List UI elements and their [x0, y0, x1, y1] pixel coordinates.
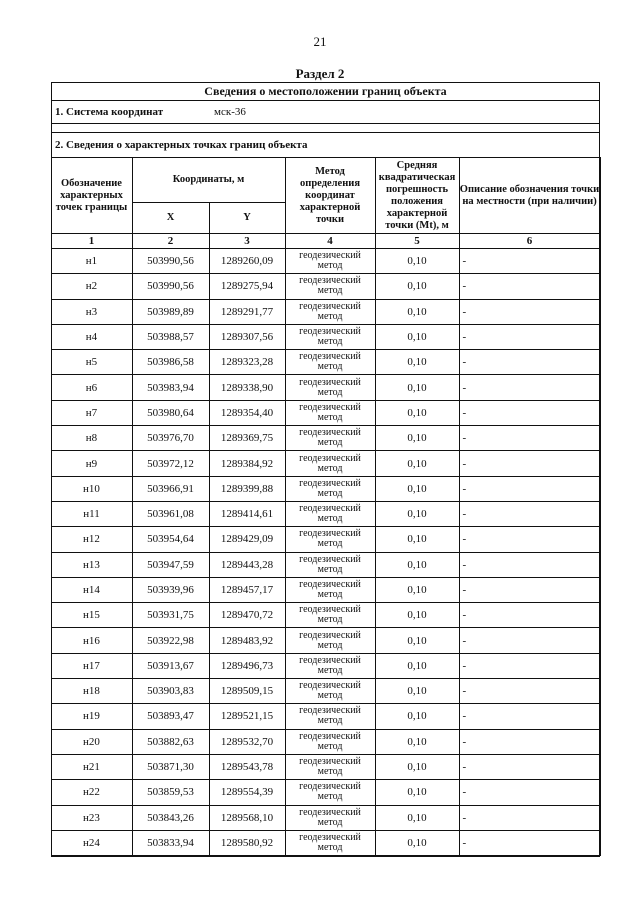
y-coordinate: 1289509,15	[209, 679, 285, 704]
y-coordinate: 1289568,10	[209, 805, 285, 830]
table-row	[51, 324, 600, 349]
x-coordinate: 503954,64	[132, 527, 209, 552]
accuracy-mt: 0,10	[375, 426, 459, 451]
x-coordinate: 503939,96	[132, 577, 209, 602]
x-coordinate: 503989,89	[132, 299, 209, 324]
header-row	[51, 158, 600, 203]
method: геодезический метод	[285, 350, 375, 375]
y-coordinate: 1289483,92	[209, 628, 285, 653]
method: геодезический метод	[285, 704, 375, 729]
x-coordinate: 503843,26	[132, 805, 209, 830]
point-id: н9	[51, 451, 132, 476]
point-id: н6	[51, 375, 132, 400]
table-row	[51, 274, 600, 299]
y-coordinate: 1289399,88	[209, 476, 285, 501]
point-id: н23	[51, 805, 132, 830]
point-id: н15	[51, 603, 132, 628]
boundary-info-frame	[51, 82, 600, 857]
point-description: -	[459, 324, 600, 349]
x-coordinate: 503871,30	[132, 754, 209, 779]
coord-system-value: мск-36	[214, 106, 246, 118]
x-coordinate: 503859,53	[132, 780, 209, 805]
points-table	[51, 157, 601, 856]
point-description: -	[459, 350, 600, 375]
description-header: Описание обозначения точки на местности (при наличии)	[459, 158, 600, 234]
accuracy-mt: 0,10	[375, 679, 459, 704]
accuracy-mt: 0,10	[375, 577, 459, 602]
method: геодезический метод	[285, 754, 375, 779]
accuracy-mt: 0,10	[375, 603, 459, 628]
y-coordinate: 1289307,56	[209, 324, 285, 349]
method: геодезический метод	[285, 501, 375, 526]
table-row	[51, 426, 600, 451]
point-description: -	[459, 426, 600, 451]
x-coordinate: 503976,70	[132, 426, 209, 451]
y-coordinate: 1289323,28	[209, 350, 285, 375]
method: геодезический метод	[285, 729, 375, 754]
y-coordinate: 1289414,61	[209, 501, 285, 526]
point-id: н17	[51, 653, 132, 678]
method: геодезический метод	[285, 375, 375, 400]
coord-system-label: 1. Система координат	[55, 106, 164, 118]
y-coordinate: 1289470,72	[209, 603, 285, 628]
point-description: -	[459, 552, 600, 577]
col-number: 5	[375, 234, 459, 249]
point-description: -	[459, 754, 600, 779]
table-row	[51, 527, 600, 552]
accuracy-mt: 0,10	[375, 299, 459, 324]
point-id: н11	[51, 501, 132, 526]
y-coordinate: 1289554,39	[209, 780, 285, 805]
table-row	[51, 653, 600, 678]
x-coordinate: 503922,98	[132, 628, 209, 653]
method: геодезический метод	[285, 628, 375, 653]
x-coordinate: 503988,57	[132, 324, 209, 349]
table-row	[51, 729, 600, 754]
y-coordinate: 1289443,28	[209, 552, 285, 577]
y-coordinate: 1289532,70	[209, 729, 285, 754]
point-id: н3	[51, 299, 132, 324]
point-description: -	[459, 805, 600, 830]
table-row	[51, 249, 600, 274]
point-description: -	[459, 249, 600, 274]
method: геодезический метод	[285, 577, 375, 602]
x-coordinate: 503882,63	[132, 729, 209, 754]
point-id: н13	[51, 552, 132, 577]
method: геодезический метод	[285, 552, 375, 577]
points-section-title: 2. Сведения о характерных точках границ объекта	[55, 139, 308, 151]
accuracy-mt: 0,10	[375, 704, 459, 729]
x-coordinate: 503947,59	[132, 552, 209, 577]
x-coordinate: 503986,58	[132, 350, 209, 375]
x-coordinate: 503833,94	[132, 830, 209, 855]
point-description: -	[459, 501, 600, 526]
column-numbers-row	[51, 234, 600, 249]
x-coordinate: 503961,08	[132, 501, 209, 526]
point-description: -	[459, 679, 600, 704]
point-description: -	[459, 527, 600, 552]
table-row	[51, 805, 600, 830]
table-row	[51, 476, 600, 501]
accuracy-mt: 0,10	[375, 476, 459, 501]
y-coordinate: 1289429,09	[209, 527, 285, 552]
method: геодезический метод	[285, 476, 375, 501]
accuracy-mt: 0,10	[375, 780, 459, 805]
coord-system-row	[52, 101, 599, 124]
accuracy-mt: 0,10	[375, 274, 459, 299]
y-coordinate: 1289369,75	[209, 426, 285, 451]
point-description: -	[459, 603, 600, 628]
x-coordinate: 503990,56	[132, 249, 209, 274]
method: геодезический метод	[285, 653, 375, 678]
y-coordinate: 1289457,17	[209, 577, 285, 602]
table-row	[51, 375, 600, 400]
point-id: н22	[51, 780, 132, 805]
table-row	[51, 780, 600, 805]
method-header: Метод определения координат характерной точки	[285, 158, 375, 234]
point-id: н5	[51, 350, 132, 375]
point-description: -	[459, 299, 600, 324]
x-coordinate: 503966,91	[132, 476, 209, 501]
method: геодезический метод	[285, 400, 375, 425]
table-row	[51, 577, 600, 602]
banner-title: Сведения о местоположении границ объекта	[52, 83, 599, 101]
method: геодезический метод	[285, 527, 375, 552]
y-coordinate: 1289384,92	[209, 451, 285, 476]
points-table-body	[51, 249, 600, 856]
table-row	[51, 400, 600, 425]
point-description: -	[459, 577, 600, 602]
point-description: -	[459, 628, 600, 653]
table-row	[51, 299, 600, 324]
x-coordinate: 503990,56	[132, 274, 209, 299]
point-description: -	[459, 704, 600, 729]
section-title: Раздел 2	[295, 66, 345, 81]
table-row	[51, 552, 600, 577]
y-coordinate: 1289260,09	[209, 249, 285, 274]
x-coordinate: 503903,83	[132, 679, 209, 704]
col-number: 2	[132, 234, 209, 249]
point-id: н20	[51, 729, 132, 754]
accuracy-mt: 0,10	[375, 754, 459, 779]
method: геодезический метод	[285, 679, 375, 704]
point-id: н7	[51, 400, 132, 425]
y-header: Y	[209, 203, 285, 234]
method: геодезический метод	[285, 324, 375, 349]
point-id: н12	[51, 527, 132, 552]
x-header: X	[132, 203, 209, 234]
table-row	[51, 501, 600, 526]
y-coordinate: 1289580,92	[209, 830, 285, 855]
x-coordinate: 503980,64	[132, 400, 209, 425]
point-id: н2	[51, 274, 132, 299]
table-row	[51, 679, 600, 704]
col-number: 3	[209, 234, 285, 249]
point-id: н16	[51, 628, 132, 653]
method: геодезический метод	[285, 603, 375, 628]
point-id: н21	[51, 754, 132, 779]
method: геодезический метод	[285, 299, 375, 324]
point-id: н4	[51, 324, 132, 349]
y-coordinate: 1289354,40	[209, 400, 285, 425]
accuracy-mt: 0,10	[375, 400, 459, 425]
x-coordinate: 503913,67	[132, 653, 209, 678]
point-id: н8	[51, 426, 132, 451]
method: геодезический метод	[285, 830, 375, 855]
point-id: н14	[51, 577, 132, 602]
y-coordinate: 1289543,78	[209, 754, 285, 779]
point-id: н1	[51, 249, 132, 274]
accuracy-header: Средняя квадратическая погрешность положения характерной точки (Mt), м	[375, 158, 459, 234]
accuracy-mt: 0,10	[375, 350, 459, 375]
accuracy-mt: 0,10	[375, 375, 459, 400]
point-description: -	[459, 274, 600, 299]
point-id: н19	[51, 704, 132, 729]
y-coordinate: 1289521,15	[209, 704, 285, 729]
accuracy-mt: 0,10	[375, 805, 459, 830]
spacer	[52, 124, 599, 133]
table-row	[51, 451, 600, 476]
accuracy-mt: 0,10	[375, 249, 459, 274]
col-number: 1	[51, 234, 132, 249]
accuracy-mt: 0,10	[375, 324, 459, 349]
y-coordinate: 1289291,77	[209, 299, 285, 324]
page-number: 21	[313, 34, 327, 49]
point-description: -	[459, 375, 600, 400]
table-row	[51, 754, 600, 779]
table-row	[51, 603, 600, 628]
method: геодезический метод	[285, 780, 375, 805]
point-description: -	[459, 476, 600, 501]
col-number: 4	[285, 234, 375, 249]
point-description: -	[459, 729, 600, 754]
accuracy-mt: 0,10	[375, 451, 459, 476]
col-number: 6	[459, 234, 600, 249]
method: геодезический метод	[285, 426, 375, 451]
accuracy-mt: 0,10	[375, 527, 459, 552]
accuracy-mt: 0,10	[375, 729, 459, 754]
point-id: н24	[51, 830, 132, 855]
x-coordinate: 503972,12	[132, 451, 209, 476]
accuracy-mt: 0,10	[375, 501, 459, 526]
x-coordinate: 503983,94	[132, 375, 209, 400]
table-row	[51, 704, 600, 729]
point-description: -	[459, 400, 600, 425]
point-description: -	[459, 780, 600, 805]
designation-header: Обозначение характерных точек границы	[51, 158, 132, 234]
y-coordinate: 1289496,73	[209, 653, 285, 678]
accuracy-mt: 0,10	[375, 552, 459, 577]
method: геодезический метод	[285, 451, 375, 476]
method: геодезический метод	[285, 274, 375, 299]
y-coordinate: 1289338,90	[209, 375, 285, 400]
method: геодезический метод	[285, 249, 375, 274]
y-coordinate: 1289275,94	[209, 274, 285, 299]
accuracy-mt: 0,10	[375, 628, 459, 653]
point-id: н18	[51, 679, 132, 704]
accuracy-mt: 0,10	[375, 653, 459, 678]
table-row	[51, 350, 600, 375]
table-row	[51, 628, 600, 653]
x-coordinate: 503931,75	[132, 603, 209, 628]
point-description: -	[459, 830, 600, 855]
coords-header: Координаты, м	[132, 158, 285, 203]
accuracy-mt: 0,10	[375, 830, 459, 855]
point-id: н10	[51, 476, 132, 501]
x-coordinate: 503893,47	[132, 704, 209, 729]
table-row	[51, 830, 600, 855]
method: геодезический метод	[285, 805, 375, 830]
point-description: -	[459, 451, 600, 476]
point-description: -	[459, 653, 600, 678]
